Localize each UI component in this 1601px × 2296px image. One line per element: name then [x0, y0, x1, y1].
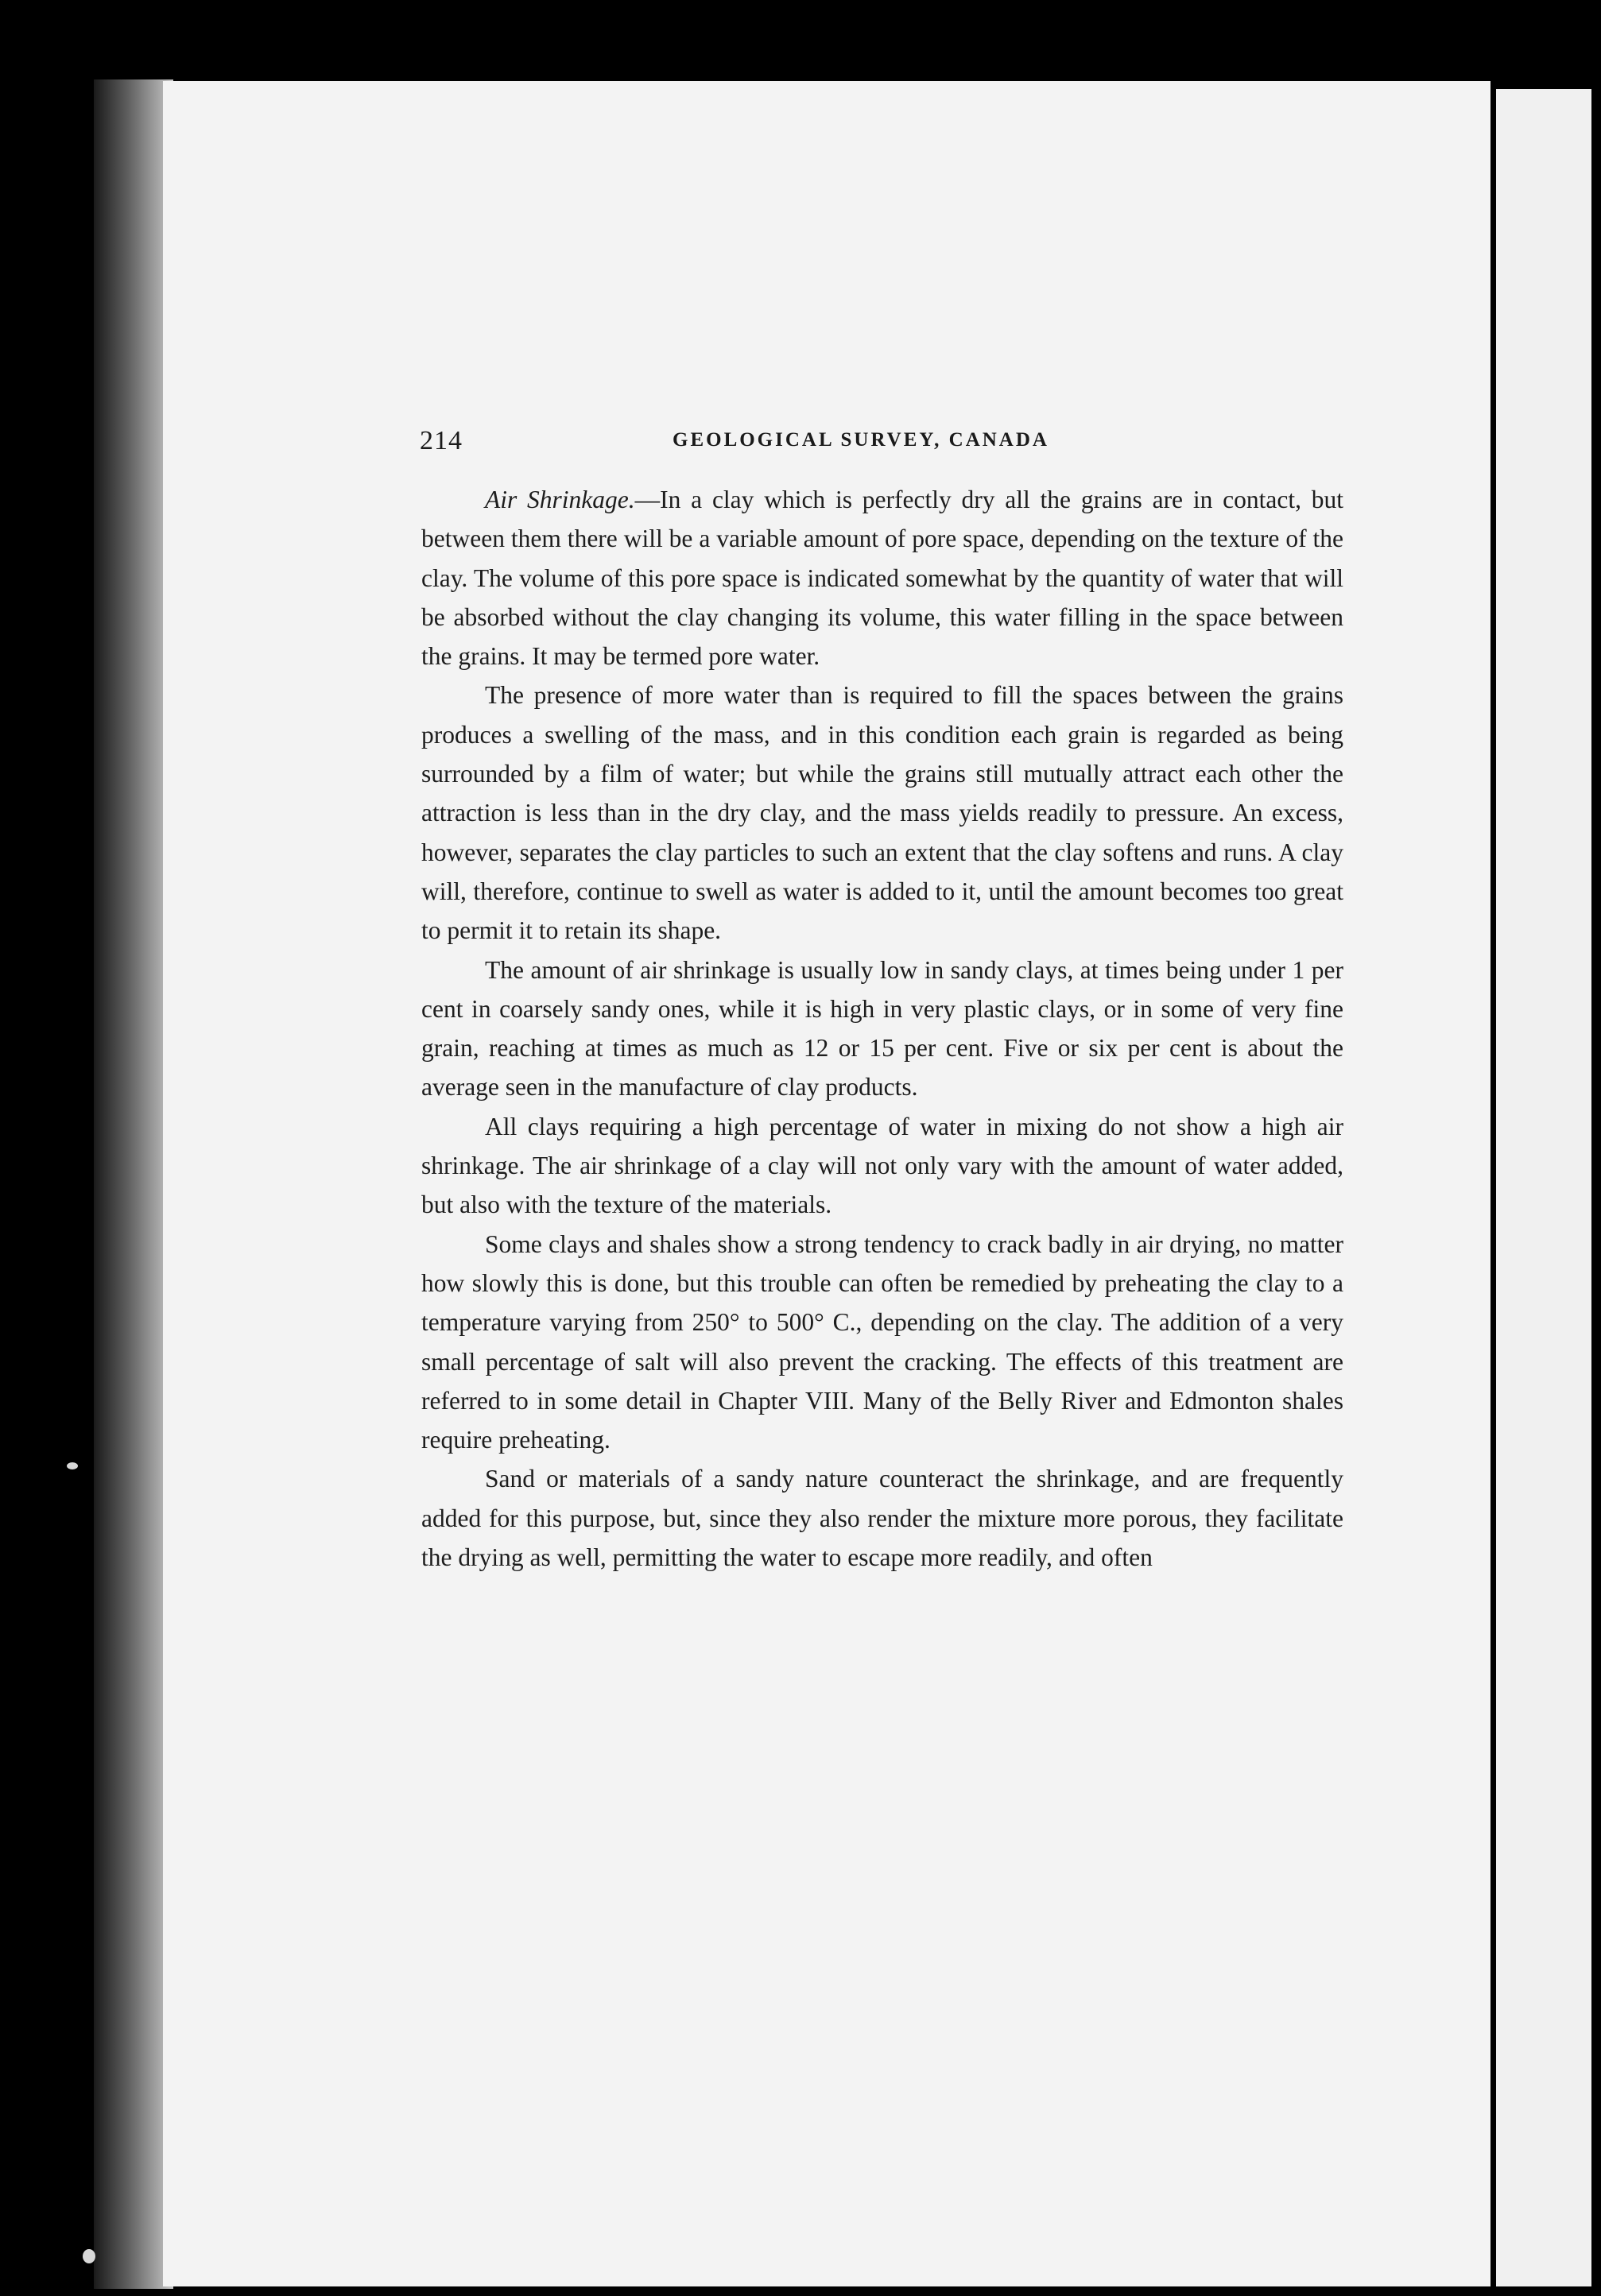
paragraph-air-shrinkage — [421, 480, 1343, 676]
page-number: 214 — [420, 426, 463, 455]
scan-speck — [67, 1462, 78, 1469]
paragraph: Some clays and shales show a strong tendency to crack badly in air drying, no matter how slowly this is done, but this trouble can often be remedied by preheating the clay to a temperature varying from 250° to 500° C., depending on the clay. The addition of a very small percentage of salt will also prevent the cracking. The effects of this treatment are referred to in some detail in Chapter VIII. Many of the Belly River and Edmonton shales require preheating. — [421, 1229, 1343, 1454]
section-lead: Air Shrinkage. — [485, 486, 635, 513]
paragraph: All clays requiring a high percentage of water in mixing do not show a high air shrinkage. The air shrinkage of a clay will not only vary with the amount of water added, but also with the texture of the materials. — [421, 1112, 1343, 1219]
page-gutter-shadow — [94, 79, 173, 2289]
page-header — [420, 426, 1103, 458]
paragraph: Sand or materials of a sandy nature counteract the shrinkage, and are frequently added for this purpose, but, since they also render the mixture more porous, they facilitate the drying as well, permitting the water to escape more readily, and often — [421, 1465, 1343, 1572]
running-head: GEOLOGICAL SURVEY, CANADA — [673, 429, 1049, 451]
body-text — [421, 480, 1343, 1577]
scan-speck — [83, 2249, 95, 2263]
facing-page-edge — [1496, 89, 1591, 2286]
paragraph: The presence of more water than is required to fill the spaces between the grains produces a swelling of the mass, and in this condition each grain is regarded as being surrounded by a film of water; but while the grains still mutually attract each other the attraction is less than in the dry clay, and the mass yields readily to pressure. An excess, however, separates the clay particles to such an extent that the clay softens and runs. A clay will, therefore, continue to swell as water is added to it, until the amount becomes too great to permit it to retain its shape. — [421, 681, 1343, 945]
paragraph-text: —In a clay which is perfectly dry all the grains are in contact, but between them there will be a variable amount of pore space, depending on the texture of the clay. The volume of this pore space is indicated somewhat by the quantity of water that will be absorbed without the clay changing its volume, this water filling in the space between the grains. It may be termed pore water. — [421, 486, 1343, 671]
paragraph: The amount of air shrinkage is usually low in sandy clays, at times being under 1 per cent in coarsely sandy ones, while it is high in very plastic clays, or in some of very fine grain, reaching at times as much as 12 or 15 per cent. Five or six per cent is about the average seen in the manufacture of clay products. — [421, 955, 1343, 1102]
